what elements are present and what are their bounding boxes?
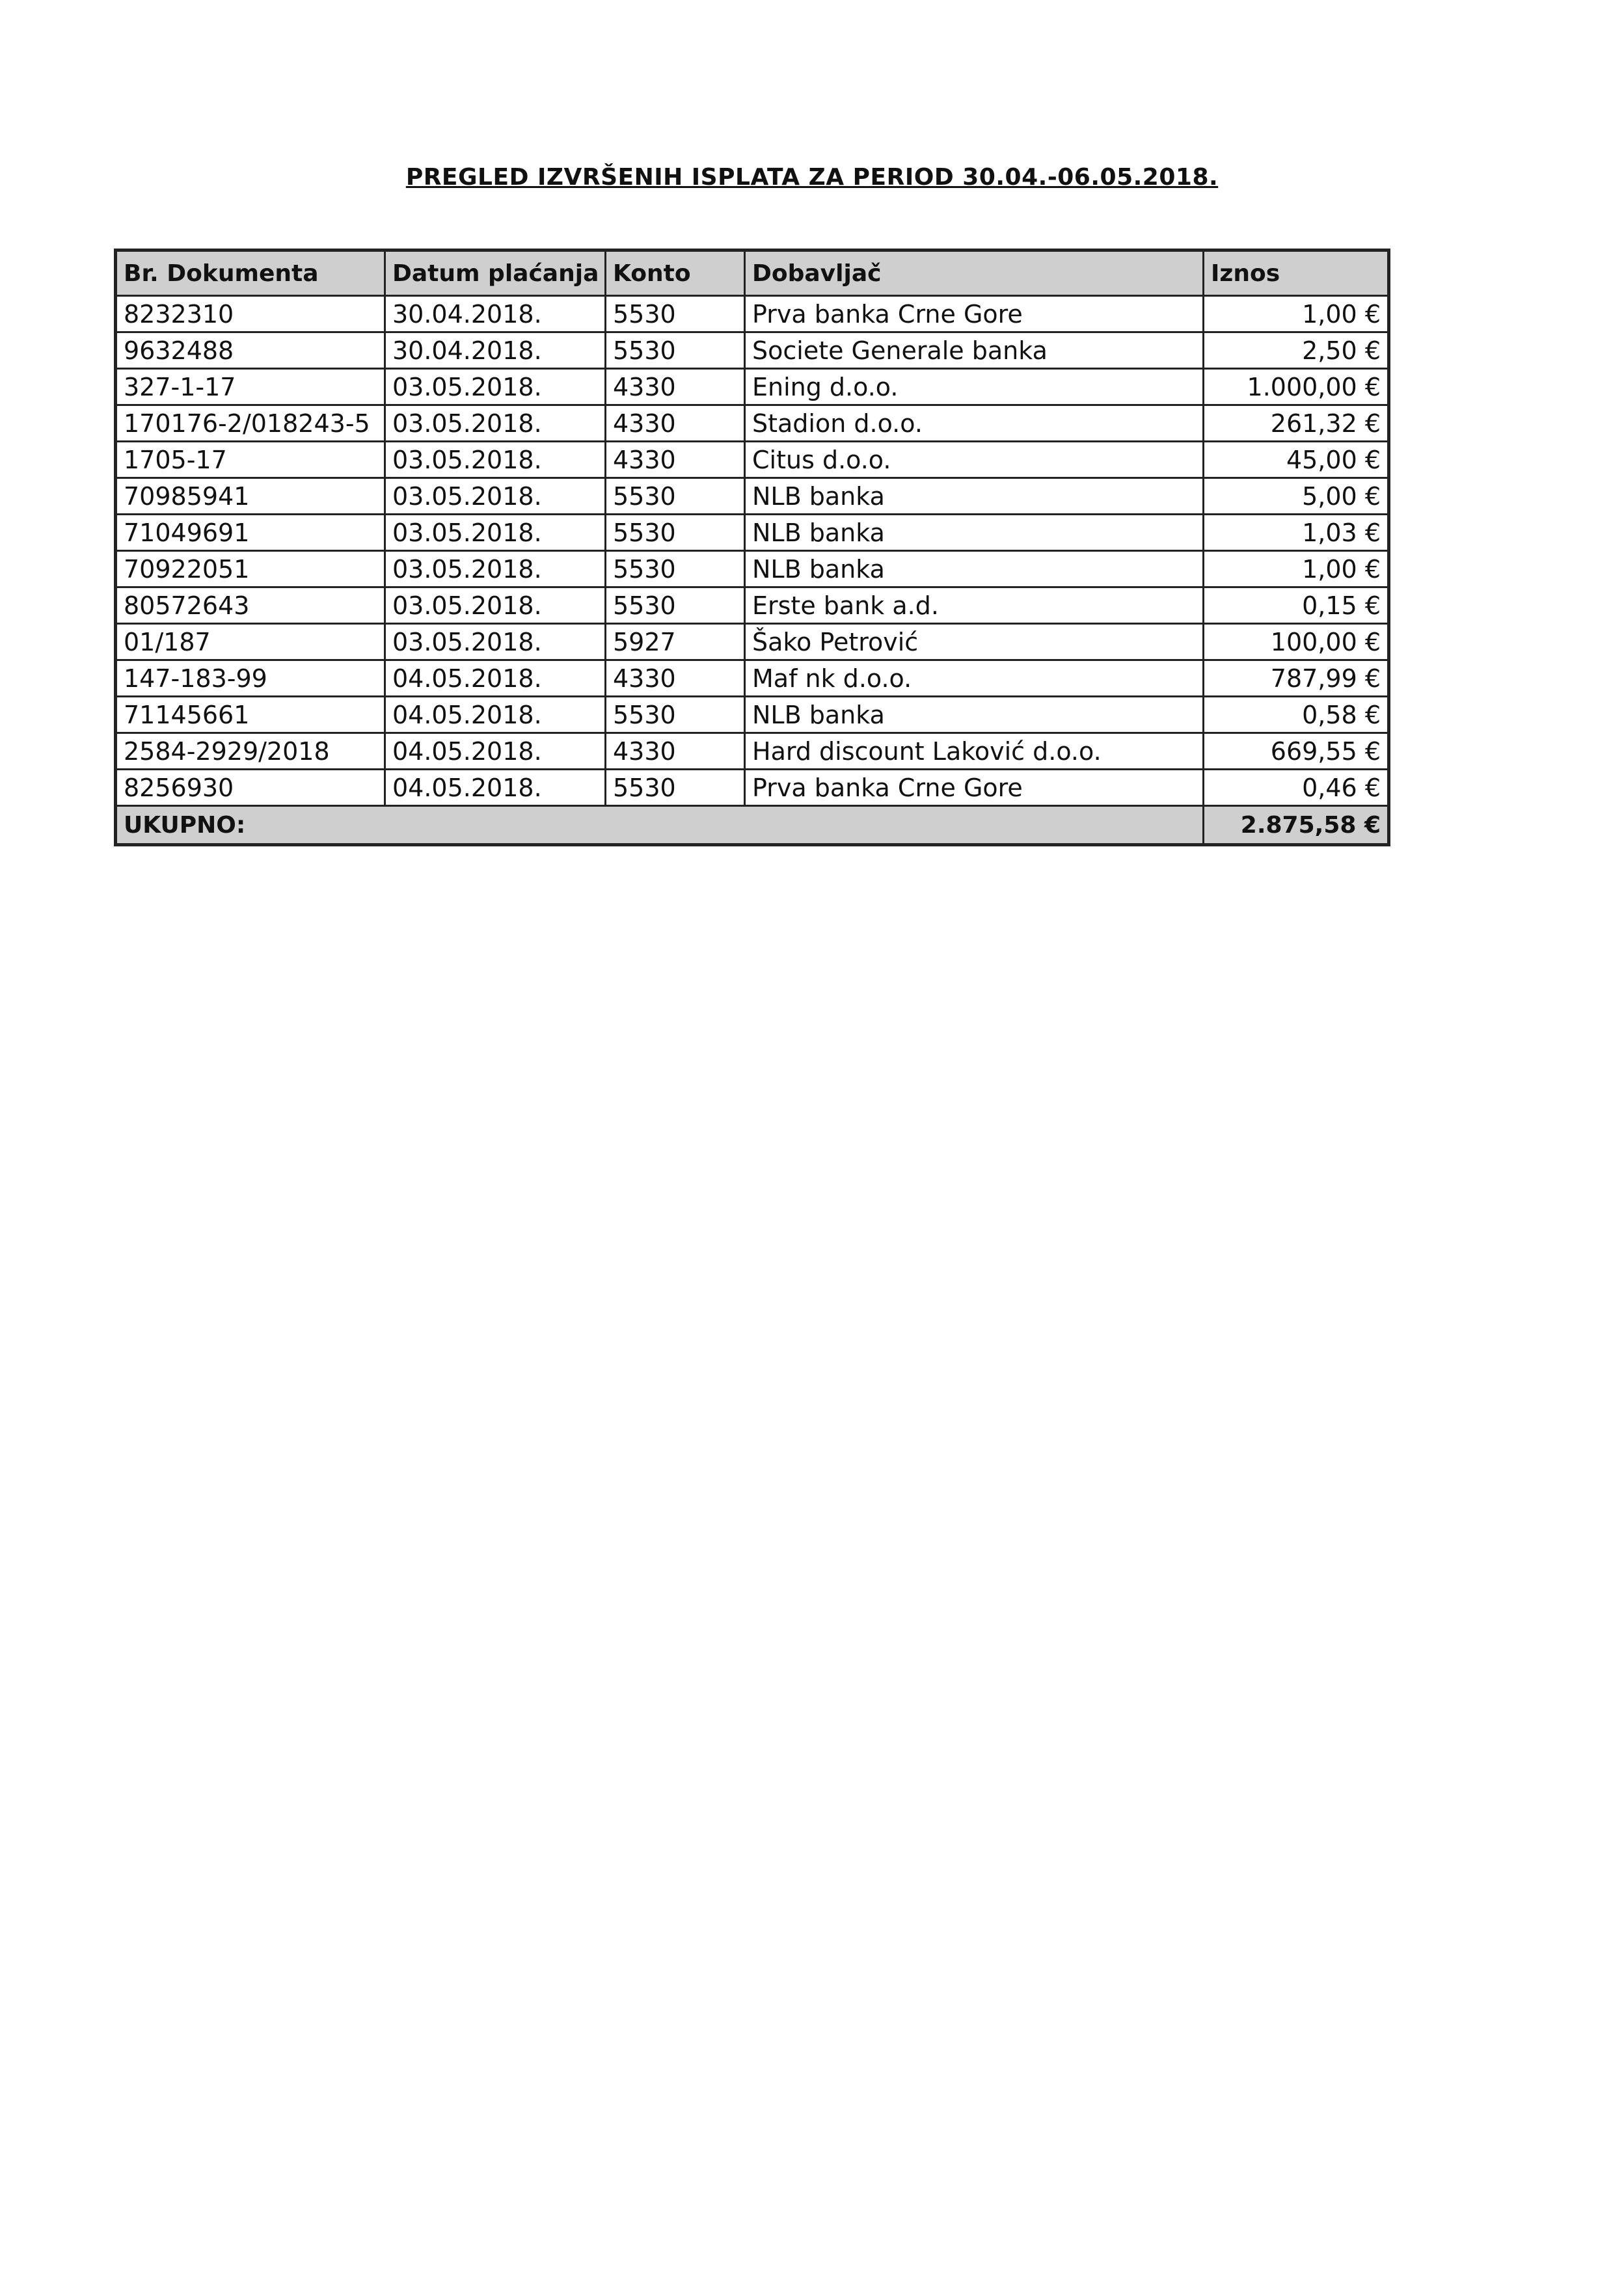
cell-supplier: Prva banka Crne Gore — [745, 770, 1204, 806]
cell-document-number: 70985941 — [116, 478, 385, 515]
cell-konto: 5530 — [606, 296, 745, 332]
cell-document-number: 71145661 — [116, 697, 385, 733]
cell-payment-date: 03.05.2018. — [385, 587, 606, 624]
cell-supplier: NLB banka — [745, 515, 1204, 551]
cell-document-number: 9632488 — [116, 332, 385, 369]
cell-konto: 4330 — [606, 733, 745, 770]
table-row — [116, 551, 1389, 587]
cell-supplier: Maf nk d.o.o. — [745, 660, 1204, 697]
cell-supplier: Šako Petrović — [745, 624, 1204, 660]
table-row — [116, 624, 1389, 660]
cell-supplier: Prva banka Crne Gore — [745, 296, 1204, 332]
cell-konto: 4330 — [606, 369, 745, 405]
cell-payment-date: 30.04.2018. — [385, 296, 606, 332]
cell-payment-date: 03.05.2018. — [385, 515, 606, 551]
table-row — [116, 733, 1389, 770]
cell-amount: 1,03 € — [1204, 515, 1389, 551]
cell-amount: 2,50 € — [1204, 332, 1389, 369]
cell-document-number: 327-1-17 — [116, 369, 385, 405]
cell-supplier: NLB banka — [745, 697, 1204, 733]
cell-document-number: 8256930 — [116, 770, 385, 806]
cell-supplier: Stadion d.o.o. — [745, 405, 1204, 442]
cell-payment-date: 30.04.2018. — [385, 332, 606, 369]
cell-amount: 0,46 € — [1204, 770, 1389, 806]
cell-konto: 4330 — [606, 442, 745, 478]
table-row — [116, 405, 1389, 442]
cell-amount: 1,00 € — [1204, 296, 1389, 332]
header-amount: Iznos — [1204, 250, 1389, 296]
cell-document-number: 01/187 — [116, 624, 385, 660]
cell-konto: 5530 — [606, 697, 745, 733]
cell-supplier: Hard discount Laković d.o.o. — [745, 733, 1204, 770]
cell-konto: 5530 — [606, 770, 745, 806]
cell-amount: 669,55 € — [1204, 733, 1389, 770]
total-value: 2.875,58 € — [1204, 806, 1389, 845]
cell-konto: 5530 — [606, 478, 745, 515]
table-row — [116, 515, 1389, 551]
cell-payment-date: 03.05.2018. — [385, 442, 606, 478]
cell-supplier: Erste bank a.d. — [745, 587, 1204, 624]
table-row — [116, 478, 1389, 515]
table-row — [116, 770, 1389, 806]
cell-konto: 4330 — [606, 405, 745, 442]
table-row — [116, 660, 1389, 697]
document-title: PREGLED IZVRŠENIH ISPLATA ZA PERIOD 30.04.-06.05.2018. — [405, 164, 1219, 191]
cell-document-number: 70922051 — [116, 551, 385, 587]
cell-supplier: NLB banka — [745, 478, 1204, 515]
cell-amount: 1,00 € — [1204, 551, 1389, 587]
header-payment-date: Datum plaćanja — [385, 250, 606, 296]
cell-amount: 0,15 € — [1204, 587, 1389, 624]
cell-payment-date: 04.05.2018. — [385, 770, 606, 806]
cell-amount: 5,00 € — [1204, 478, 1389, 515]
table-body — [116, 296, 1389, 806]
cell-amount: 0,58 € — [1204, 697, 1389, 733]
cell-konto: 5530 — [606, 515, 745, 551]
cell-konto: 5530 — [606, 332, 745, 369]
table-row — [116, 587, 1389, 624]
cell-payment-date: 04.05.2018. — [385, 733, 606, 770]
cell-payment-date: 04.05.2018. — [385, 697, 606, 733]
cell-document-number: 170176-2/018243-5 — [116, 405, 385, 442]
cell-supplier: Citus d.o.o. — [745, 442, 1204, 478]
cell-payment-date: 04.05.2018. — [385, 660, 606, 697]
payments-table — [114, 249, 1390, 846]
table-header-row — [116, 250, 1389, 296]
header-document-number: Br. Dokumenta — [116, 250, 385, 296]
cell-document-number: 1705-17 — [116, 442, 385, 478]
cell-supplier: NLB banka — [745, 551, 1204, 587]
cell-konto: 5530 — [606, 587, 745, 624]
cell-amount: 1.000,00 € — [1204, 369, 1389, 405]
cell-payment-date: 03.05.2018. — [385, 624, 606, 660]
total-row — [116, 806, 1389, 845]
cell-konto: 5927 — [606, 624, 745, 660]
cell-konto: 4330 — [606, 660, 745, 697]
cell-payment-date: 03.05.2018. — [385, 478, 606, 515]
table-row — [116, 332, 1389, 369]
cell-document-number: 8232310 — [116, 296, 385, 332]
cell-amount: 100,00 € — [1204, 624, 1389, 660]
table-row — [116, 296, 1389, 332]
cell-payment-date: 03.05.2018. — [385, 405, 606, 442]
cell-payment-date: 03.05.2018. — [385, 551, 606, 587]
cell-amount: 261,32 € — [1204, 405, 1389, 442]
table-row — [116, 369, 1389, 405]
header-supplier: Dobavljač — [745, 250, 1204, 296]
cell-document-number: 71049691 — [116, 515, 385, 551]
table-row — [116, 442, 1389, 478]
cell-document-number: 147-183-99 — [116, 660, 385, 697]
cell-konto: 5530 — [606, 551, 745, 587]
total-label: UKUPNO: — [116, 806, 1204, 845]
cell-supplier: Ening d.o.o. — [745, 369, 1204, 405]
cell-supplier: Societe Generale banka — [745, 332, 1204, 369]
cell-document-number: 80572643 — [116, 587, 385, 624]
cell-document-number: 2584-2929/2018 — [116, 733, 385, 770]
cell-amount: 787,99 € — [1204, 660, 1389, 697]
table-row — [116, 697, 1389, 733]
cell-amount: 45,00 € — [1204, 442, 1389, 478]
cell-payment-date: 03.05.2018. — [385, 369, 606, 405]
header-konto: Konto — [606, 250, 745, 296]
